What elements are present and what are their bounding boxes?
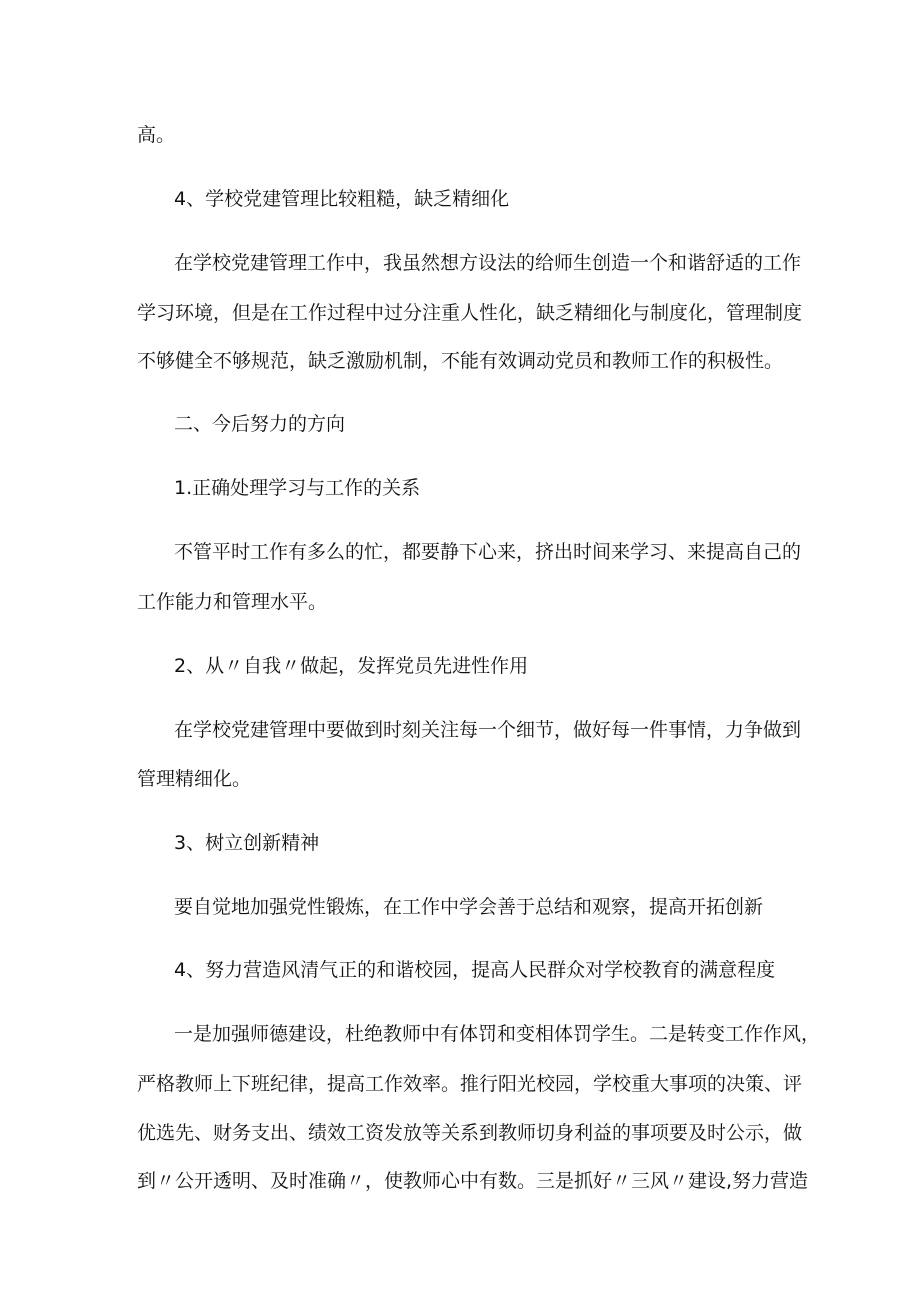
- section-heading: 二、今后努力的方向: [174, 413, 346, 435]
- paragraph-text-line: 学习环境，但是在工作过程中过分注重人性化，缺乏精细化与制度化，管理制度: [137, 302, 803, 324]
- section-heading: 2、从〃自我〃做起，发挥党员先进性作用: [174, 655, 529, 677]
- section-heading: 4、学校党建管理比较粗糙，缺乏精细化: [174, 188, 510, 210]
- paragraph-text-line: 一是加强师德建设，杜绝教师中有体罚和变相体罚学生。二是转变工作作风，: [174, 1023, 821, 1045]
- paragraph-text-line: 要自觉地加强党性锻炼，在工作中学会善于总结和观察，提高开拓创新: [174, 896, 764, 918]
- paragraph-text-line: 高。: [137, 124, 176, 146]
- paragraph-text-line: 管理精细化。: [137, 768, 252, 790]
- paragraph-text-line: 在学校党建管理工作中，我虽然想方设法的给师生创造一个和谐舒适的工作: [174, 252, 802, 274]
- paragraph-text-line: 严格教师上下班纪律，提高工作效率。推行阳光校园，学校重大事项的决策、评: [137, 1073, 803, 1095]
- paragraph-text-line: 在学校党建管理中要做到时刻关注每一个细节，做好每一件事情，力争做到: [174, 719, 802, 741]
- section-heading: 1.正确处理学习与工作的关系: [174, 477, 421, 499]
- section-heading: 3、树立创新精神: [174, 832, 320, 854]
- paragraph-text-line: 工作能力和管理水平。: [137, 591, 328, 613]
- paragraph-text-line: 到〃公开透明、及时准确〃，使教师心中有数。三是抓好〃三风〃建设,努力营造: [137, 1170, 809, 1192]
- section-heading: 4、努力营造风清气正的和谐校园，提高人民群众对学校教育的满意程度: [174, 959, 776, 981]
- paragraph-text-line: 不够健全不够规范，缺乏激励机制，不能有效调动党员和教师工作的积极性。: [137, 350, 784, 372]
- paragraph-text-line: 不管平时工作有多么的忙，都要静下心来，挤出时间来学习、来提高自己的: [174, 541, 802, 563]
- paragraph-text-line: 优选先、财务支出、绩效工资发放等关系到教师切身利益的事项要及时公示，做: [137, 1122, 803, 1144]
